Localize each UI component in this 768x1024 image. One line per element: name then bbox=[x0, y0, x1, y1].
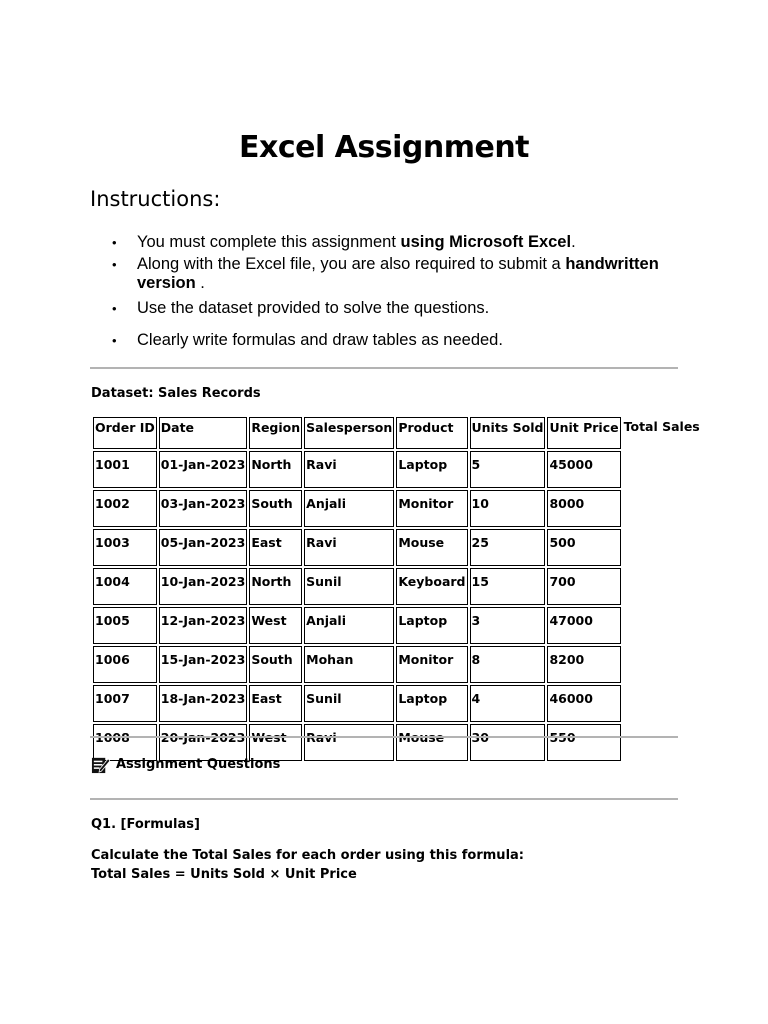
table-cell: East bbox=[249, 685, 302, 722]
table-body bbox=[93, 451, 701, 761]
table-cell: 4 bbox=[470, 685, 546, 722]
table-cell: 05-Jan-2023 bbox=[159, 529, 248, 566]
table-cell: 46000 bbox=[547, 685, 620, 722]
table-cell: Ravi bbox=[304, 724, 394, 761]
table-cell: Anjali bbox=[304, 607, 394, 644]
page-title: Excel Assignment bbox=[238, 130, 530, 165]
table-cell: 47000 bbox=[547, 607, 620, 644]
divider bbox=[90, 367, 678, 369]
table-row bbox=[93, 646, 701, 683]
column-header: Date bbox=[159, 417, 248, 449]
table-cell: North bbox=[249, 568, 302, 605]
table-row bbox=[93, 607, 701, 644]
column-header: Salesperson bbox=[304, 417, 394, 449]
table-cell: 1003 bbox=[93, 529, 157, 566]
table-cell: North bbox=[249, 451, 302, 488]
table-cell: Sunil bbox=[304, 685, 394, 722]
instructions-heading: Instructions: bbox=[90, 187, 221, 211]
table-row bbox=[93, 568, 701, 605]
table-cell: 1006 bbox=[93, 646, 157, 683]
table-cell: 550 bbox=[547, 724, 620, 761]
table-cell: Ravi bbox=[304, 451, 394, 488]
table-cell: Keyboard bbox=[396, 568, 467, 605]
table-row bbox=[93, 451, 701, 488]
table-cell: Anjali bbox=[304, 490, 394, 527]
table-cell: 1001 bbox=[93, 451, 157, 488]
assignment-questions-heading bbox=[91, 755, 280, 774]
question-1-label: Q1. [Formulas] bbox=[91, 817, 200, 832]
table-cell: 10-Jan-2023 bbox=[159, 568, 248, 605]
table-cell: 3 bbox=[470, 607, 546, 644]
table-cell: Mohan bbox=[304, 646, 394, 683]
table-cell: 03-Jan-2023 bbox=[159, 490, 248, 527]
dataset-label: Dataset: Sales Records bbox=[91, 386, 261, 401]
table-cell: 15-Jan-2023 bbox=[159, 646, 248, 683]
table-cell: 1002 bbox=[93, 490, 157, 527]
table-cell: Laptop bbox=[396, 685, 467, 722]
table-cell: East bbox=[249, 529, 302, 566]
table-cell: 8 bbox=[470, 646, 546, 683]
table-header-row bbox=[93, 417, 701, 449]
table-cell: Mouse bbox=[396, 724, 467, 761]
assignment-questions-label: Assignment Questions bbox=[116, 757, 281, 772]
table-cell: Mouse bbox=[396, 529, 467, 566]
column-header: Region bbox=[249, 417, 302, 449]
instruction-item: • Along with the Excel file, you are also required to submit a handwritten version . bbox=[112, 255, 672, 293]
memo-icon bbox=[91, 755, 110, 774]
table-cell: Laptop bbox=[396, 451, 467, 488]
divider bbox=[90, 798, 678, 800]
column-header: Total Sales bbox=[623, 419, 700, 434]
table-cell: 20-Jan-2023 bbox=[159, 724, 248, 761]
question-1-body bbox=[91, 846, 524, 884]
divider bbox=[90, 736, 678, 738]
table-cell: Sunil bbox=[304, 568, 394, 605]
table-cell: Monitor bbox=[396, 490, 467, 527]
question-1-formula: Total Sales = Units Sold × Unit Price bbox=[91, 867, 357, 882]
instruction-item: • You must complete this assignment using Microsoft Excel. bbox=[112, 233, 672, 252]
table-cell: West bbox=[249, 724, 302, 761]
instructions-list bbox=[112, 233, 672, 350]
column-header: Product bbox=[396, 417, 467, 449]
table-cell: 30 bbox=[470, 724, 546, 761]
table-cell: 25 bbox=[470, 529, 546, 566]
table-row bbox=[93, 685, 701, 722]
table-cell: 45000 bbox=[547, 451, 620, 488]
table-cell: 8000 bbox=[547, 490, 620, 527]
column-header: Units Sold bbox=[470, 417, 546, 449]
question-1-line: Calculate the Total Sales for each order using this formula: bbox=[91, 848, 524, 863]
table-cell: 8200 bbox=[547, 646, 620, 683]
table-cell: 5 bbox=[470, 451, 546, 488]
table-cell: Ravi bbox=[304, 529, 394, 566]
table-cell: Laptop bbox=[396, 607, 467, 644]
table-cell: 1008 bbox=[93, 724, 157, 761]
table-cell: 700 bbox=[547, 568, 620, 605]
table-cell: 500 bbox=[547, 529, 620, 566]
table-cell: 18-Jan-2023 bbox=[159, 685, 248, 722]
table-row bbox=[93, 529, 701, 566]
table-cell: 10 bbox=[470, 490, 546, 527]
table-cell: 15 bbox=[470, 568, 546, 605]
sales-records-table bbox=[91, 415, 703, 763]
table-cell: West bbox=[249, 607, 302, 644]
column-header: Order ID bbox=[93, 417, 157, 449]
table-cell: South bbox=[249, 646, 302, 683]
table-cell: 1004 bbox=[93, 568, 157, 605]
instruction-item: • Use the dataset provided to solve the questions. bbox=[112, 299, 672, 318]
table-cell: Monitor bbox=[396, 646, 467, 683]
column-header: Unit Price bbox=[547, 417, 620, 449]
table-cell: 01-Jan-2023 bbox=[159, 451, 248, 488]
table-cell: 1007 bbox=[93, 685, 157, 722]
table-cell: 12-Jan-2023 bbox=[159, 607, 248, 644]
instruction-item: • Clearly write formulas and draw tables as needed. bbox=[112, 331, 672, 350]
table-row bbox=[93, 490, 701, 527]
table-cell: 1005 bbox=[93, 607, 157, 644]
table-cell: South bbox=[249, 490, 302, 527]
